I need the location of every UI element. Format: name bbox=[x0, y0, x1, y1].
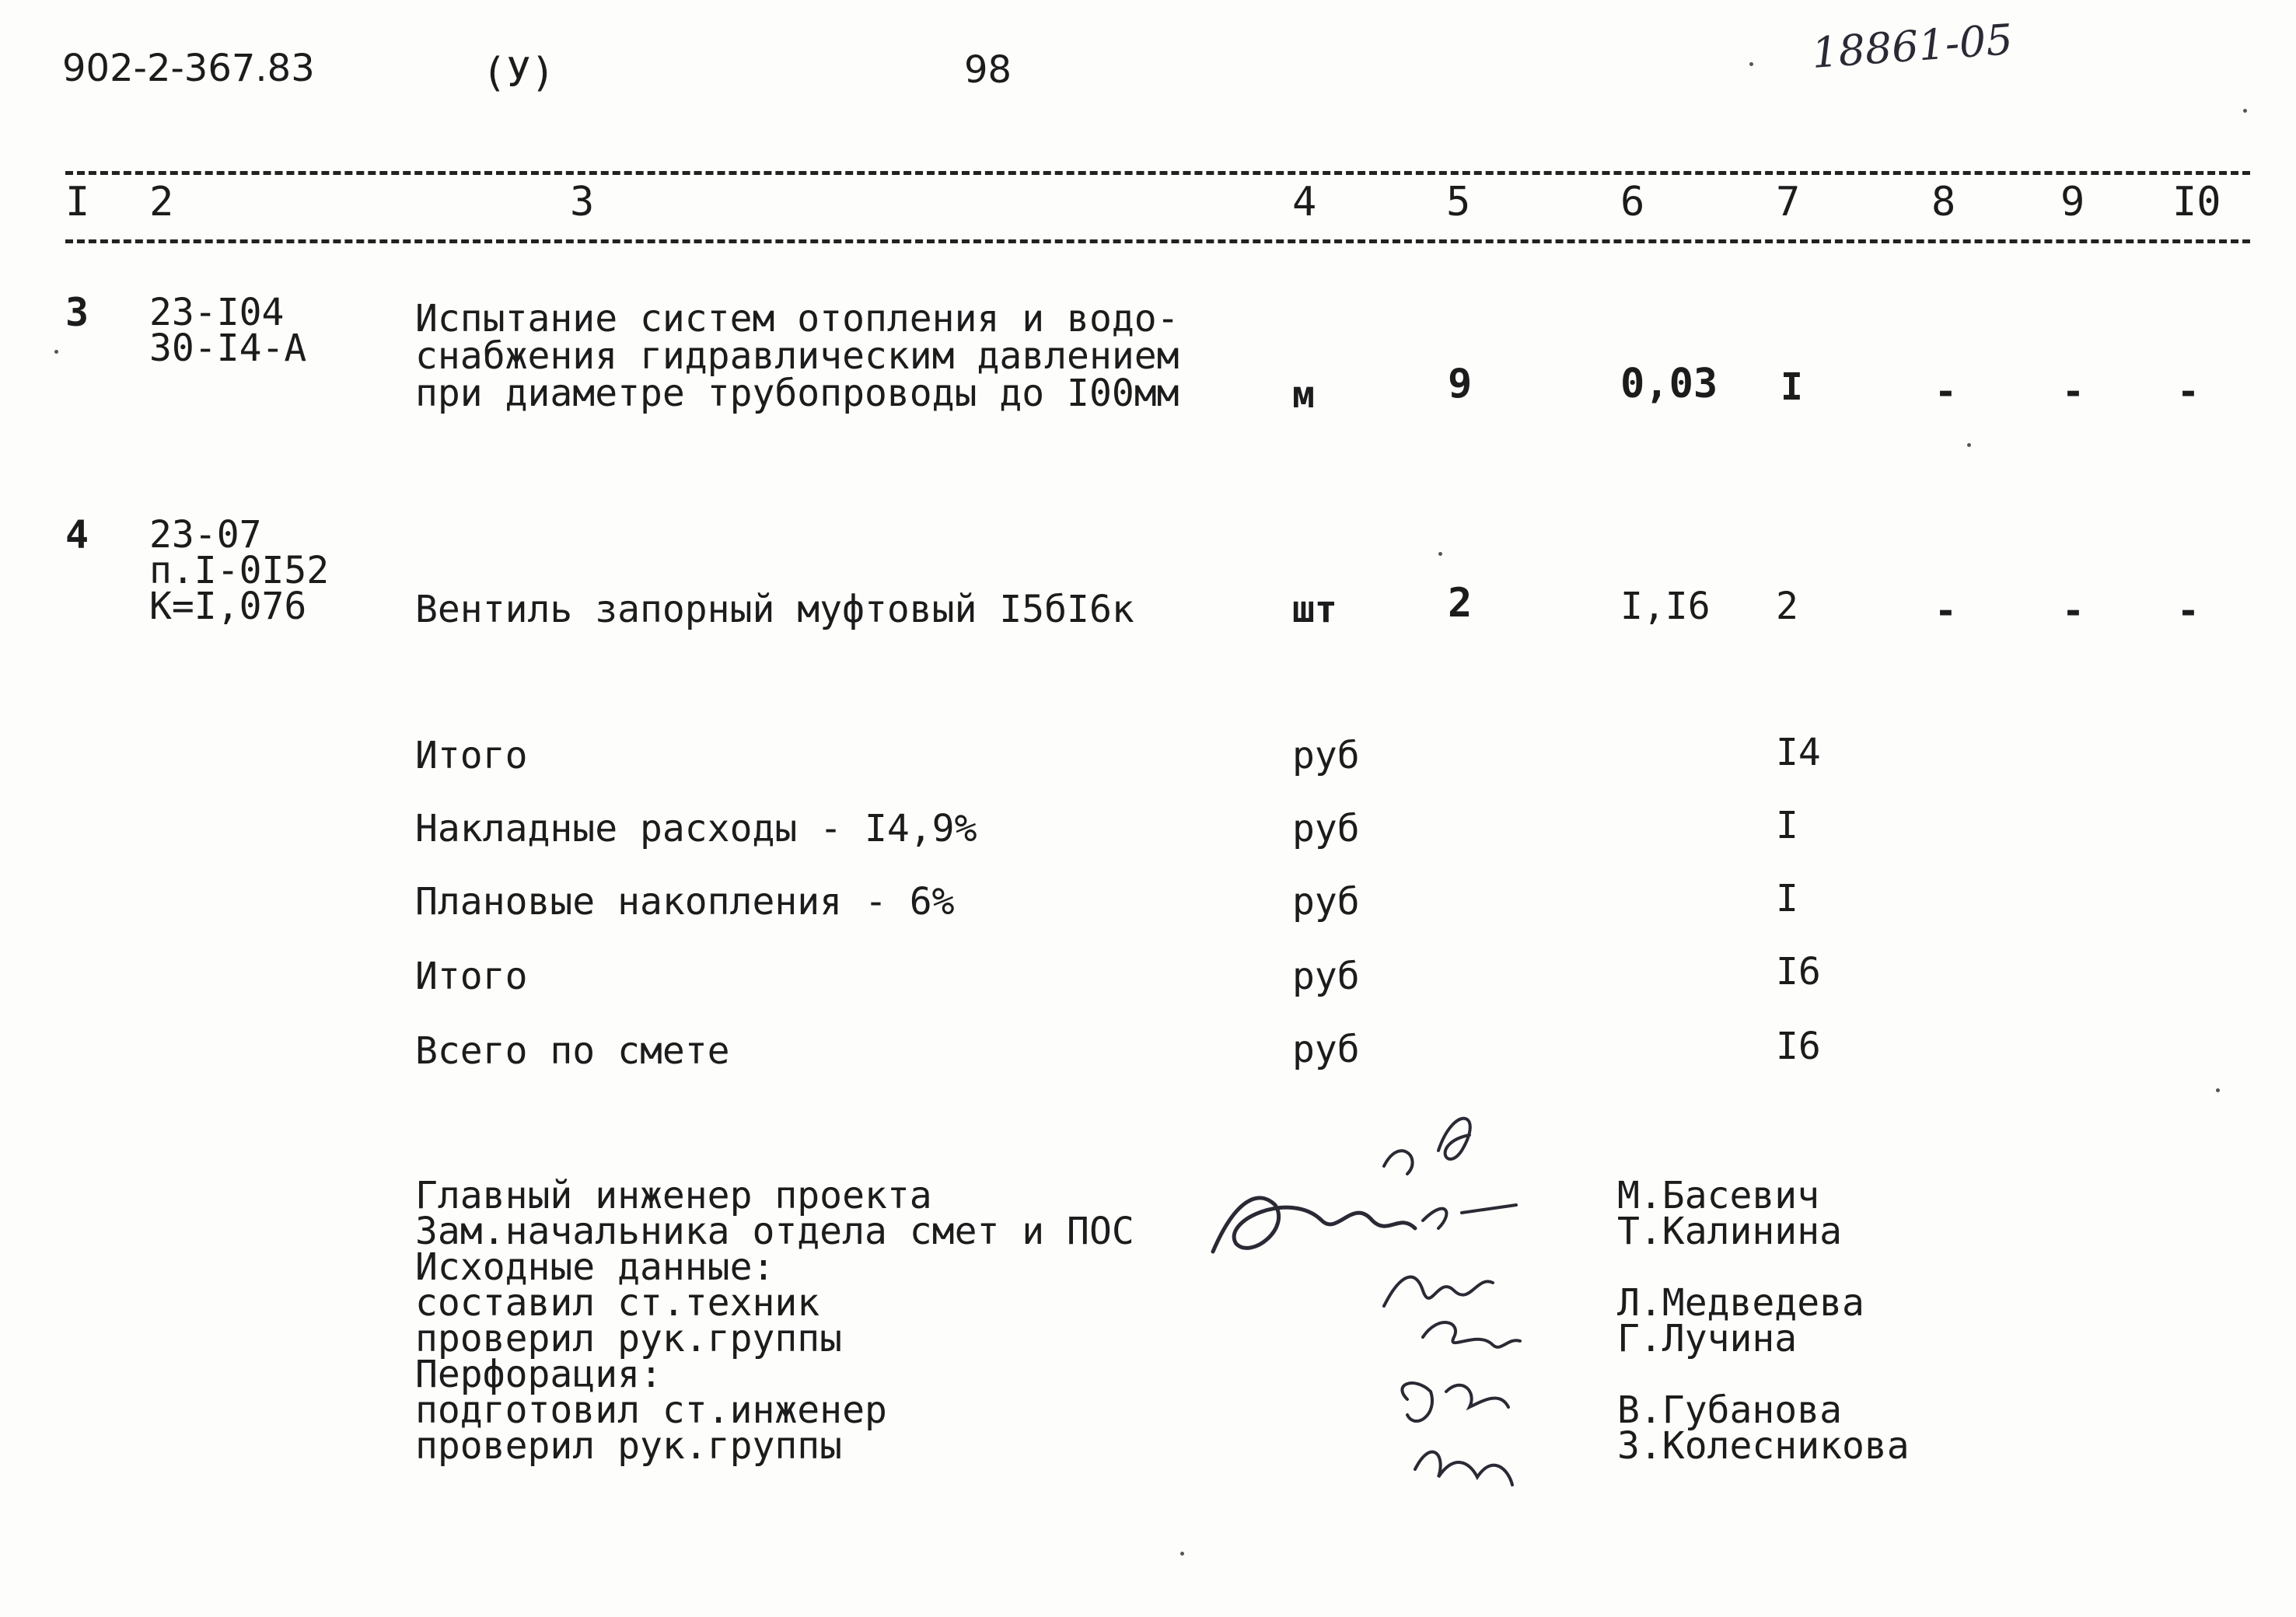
total-value: I6 bbox=[1776, 1025, 1821, 1068]
row-quantity: 9 bbox=[1448, 361, 1473, 407]
row-code-line: 23-I04 bbox=[149, 291, 285, 334]
scan-speck bbox=[1749, 62, 1753, 66]
signer-name: В.Губанова bbox=[1617, 1388, 1842, 1432]
total-label: Плановые накопления - 6% bbox=[415, 880, 955, 924]
role-line: составил ст.техник bbox=[415, 1281, 820, 1325]
col-header-6: 6 bbox=[1620, 179, 1645, 225]
col-header-9: 9 bbox=[2060, 179, 2085, 225]
col-header-5: 5 bbox=[1446, 179, 1471, 225]
row-col9: - bbox=[2062, 370, 2085, 414]
role-line: Перфорация: bbox=[415, 1353, 662, 1396]
scan-speck bbox=[1180, 1552, 1184, 1556]
role-line: проверил рук.группы bbox=[415, 1317, 843, 1360]
row-code-line: К=I,076 bbox=[149, 585, 307, 628]
total-unit: руб bbox=[1292, 955, 1360, 998]
row-description-line: при диаметре трубопроводы до I00мм bbox=[415, 372, 1179, 415]
scan-speck bbox=[1967, 443, 1971, 447]
row-col10: - bbox=[2177, 589, 2200, 633]
col-header-4: 4 bbox=[1292, 179, 1317, 225]
role-line: проверил рук.группы bbox=[415, 1424, 843, 1468]
row-col10: - bbox=[2177, 370, 2200, 414]
header-rule-top bbox=[65, 171, 2250, 175]
row-number: 4 bbox=[65, 512, 89, 557]
doc-code: 902-2-367.83 bbox=[62, 47, 315, 90]
doc-mark: (У) bbox=[482, 50, 555, 96]
handwritten-number: 18861-05 bbox=[1810, 15, 2015, 78]
role-line: Главный инженер проекта bbox=[415, 1174, 932, 1217]
row-col8: - bbox=[1934, 589, 1957, 633]
total-label: Накладные расходы - I4,9% bbox=[415, 807, 977, 850]
row-code-line: 30-I4-A bbox=[149, 327, 307, 370]
total-label: Итого bbox=[415, 734, 528, 777]
total-value: I bbox=[1776, 804, 1798, 847]
row-description-line: Испытание систем отопления и водо- bbox=[415, 297, 1179, 341]
signer-name: М.Басевич bbox=[1617, 1174, 1820, 1217]
scan-speck bbox=[2243, 109, 2247, 113]
col-header-2: 2 bbox=[149, 179, 174, 225]
total-value: I6 bbox=[1776, 950, 1821, 994]
signer-name: Г.Лучина bbox=[1617, 1317, 1798, 1360]
role-line: Зам.начальника отдела смет и ПОС bbox=[415, 1210, 1134, 1253]
header-rule-bottom bbox=[65, 239, 2250, 243]
row-code-line: п.I-0I52 bbox=[149, 549, 330, 592]
role-line: Исходные данные: bbox=[415, 1245, 775, 1289]
scan-speck bbox=[2216, 1088, 2220, 1092]
total-unit: руб bbox=[1292, 1028, 1360, 1071]
signer-name: Л.Медведева bbox=[1617, 1281, 1864, 1325]
row-code-line: 23-07 bbox=[149, 513, 262, 557]
scan-speck bbox=[1438, 552, 1442, 556]
total-value: I4 bbox=[1776, 731, 1821, 774]
row-unit: шт bbox=[1292, 588, 1337, 631]
row-sum: 2 bbox=[1776, 585, 1798, 628]
handwritten-signature bbox=[1205, 1104, 1563, 1267]
row-price: 0,03 bbox=[1620, 361, 1718, 407]
row-unit: м bbox=[1292, 373, 1315, 417]
col-header-3: 3 bbox=[570, 179, 595, 225]
page-number: 98 bbox=[964, 48, 1012, 92]
row-quantity: 2 bbox=[1448, 580, 1473, 627]
row-sum: I bbox=[1781, 365, 1803, 409]
col-header-7: 7 bbox=[1776, 179, 1801, 225]
col-header-10: I0 bbox=[2172, 179, 2221, 225]
total-unit: руб bbox=[1292, 880, 1360, 924]
col-header-8: 8 bbox=[1931, 179, 1956, 225]
col-header-1: I bbox=[65, 179, 90, 225]
total-value: I bbox=[1776, 877, 1798, 920]
total-label: Всего по смете bbox=[415, 1029, 730, 1073]
signer-name: Т.Калинина bbox=[1617, 1210, 1842, 1253]
row-col8: - bbox=[1934, 370, 1957, 414]
total-label: Итого bbox=[415, 955, 528, 998]
scan-speck bbox=[54, 350, 58, 354]
row-price: I,I6 bbox=[1620, 585, 1711, 628]
handwritten-signature bbox=[1376, 1259, 1563, 1500]
row-description-line: Вентиль запорный муфтовый I5бI6к bbox=[415, 588, 1134, 631]
role-line: подготовил ст.инженер bbox=[415, 1388, 887, 1432]
row-description-line: снабжения гидравлическим давлением bbox=[415, 334, 1179, 378]
row-col9: - bbox=[2062, 589, 2085, 633]
signer-name: З.Колесникова bbox=[1617, 1424, 1910, 1468]
total-unit: руб bbox=[1292, 734, 1360, 777]
total-unit: руб bbox=[1292, 807, 1360, 850]
row-number: 3 bbox=[65, 290, 89, 335]
